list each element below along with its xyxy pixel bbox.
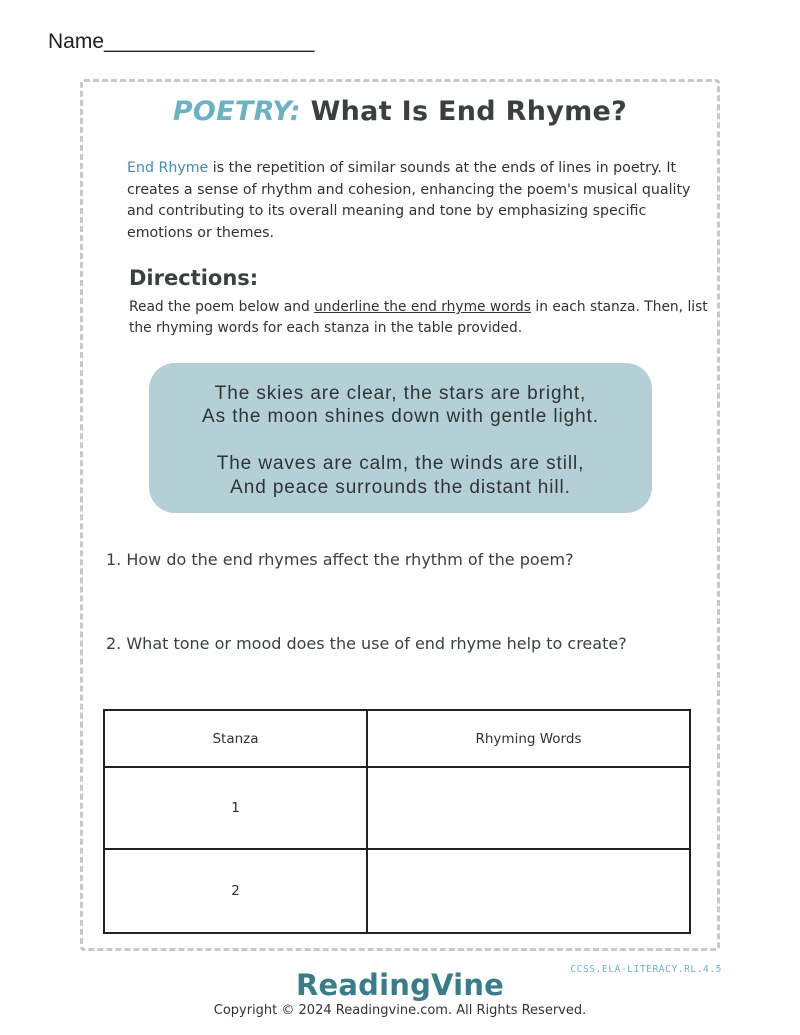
stanza-cell: 1 xyxy=(104,767,367,849)
question-1: 1. How do the end rhymes affect the rhythm of the poem? xyxy=(106,550,574,569)
directions-underlined: underline the end rhyme words xyxy=(314,299,531,315)
brand-logo: ReadingVine xyxy=(295,968,505,1002)
stanza-cell: 2 xyxy=(104,849,367,933)
directions-heading: Directions: xyxy=(129,266,259,290)
standard-code: CCSS.ELA-LITERACY.RL.4.5 xyxy=(570,964,722,975)
directions-text xyxy=(129,297,709,339)
intro-paragraph xyxy=(127,158,697,244)
poem-line: As the moon shines down with gentle light. xyxy=(202,406,599,427)
poem-line: The skies are clear, the stars are bright, xyxy=(214,383,587,404)
poem-line: The waves are calm, the winds are still, xyxy=(216,453,585,474)
table-row xyxy=(104,767,690,849)
page-title xyxy=(0,96,800,127)
title-accent: POETRY: xyxy=(172,96,301,127)
directions-after: in each stanza. Then, list the rhyming words for each stanza in the table provided. xyxy=(129,299,708,336)
question-2: 2. What tone or mood does the use of end rhyme help to create? xyxy=(106,634,627,653)
intro-term: End Rhyme xyxy=(127,160,209,176)
header-stanza: Stanza xyxy=(104,710,367,767)
directions-before: Read the poem below and xyxy=(129,299,315,315)
copyright-text: Copyright © 2024 Readingvine.com. All Rights Reserved. xyxy=(213,1003,587,1018)
rhyming-words-cell[interactable] xyxy=(367,767,690,849)
title-rest: What Is End Rhyme? xyxy=(300,96,628,127)
poem-line: And peace surrounds the distant hill. xyxy=(230,477,571,498)
name-field[interactable]: Name__________________ xyxy=(48,30,315,53)
rhyming-words-table xyxy=(103,709,691,934)
table-row xyxy=(104,849,690,933)
poem-box xyxy=(149,363,652,513)
header-rhyming-words: Rhyming Words xyxy=(367,710,690,767)
table-header-row xyxy=(104,710,690,767)
intro-text: is the repetition of similar sounds at the ends of lines in poetry. It creates a sense of rhythm and cohesion, enhancing the poem's musical quality and contributing to its overall meaning and tone by emphasizing specific emotions or themes. xyxy=(127,160,691,241)
rhyming-words-cell[interactable] xyxy=(367,849,690,933)
